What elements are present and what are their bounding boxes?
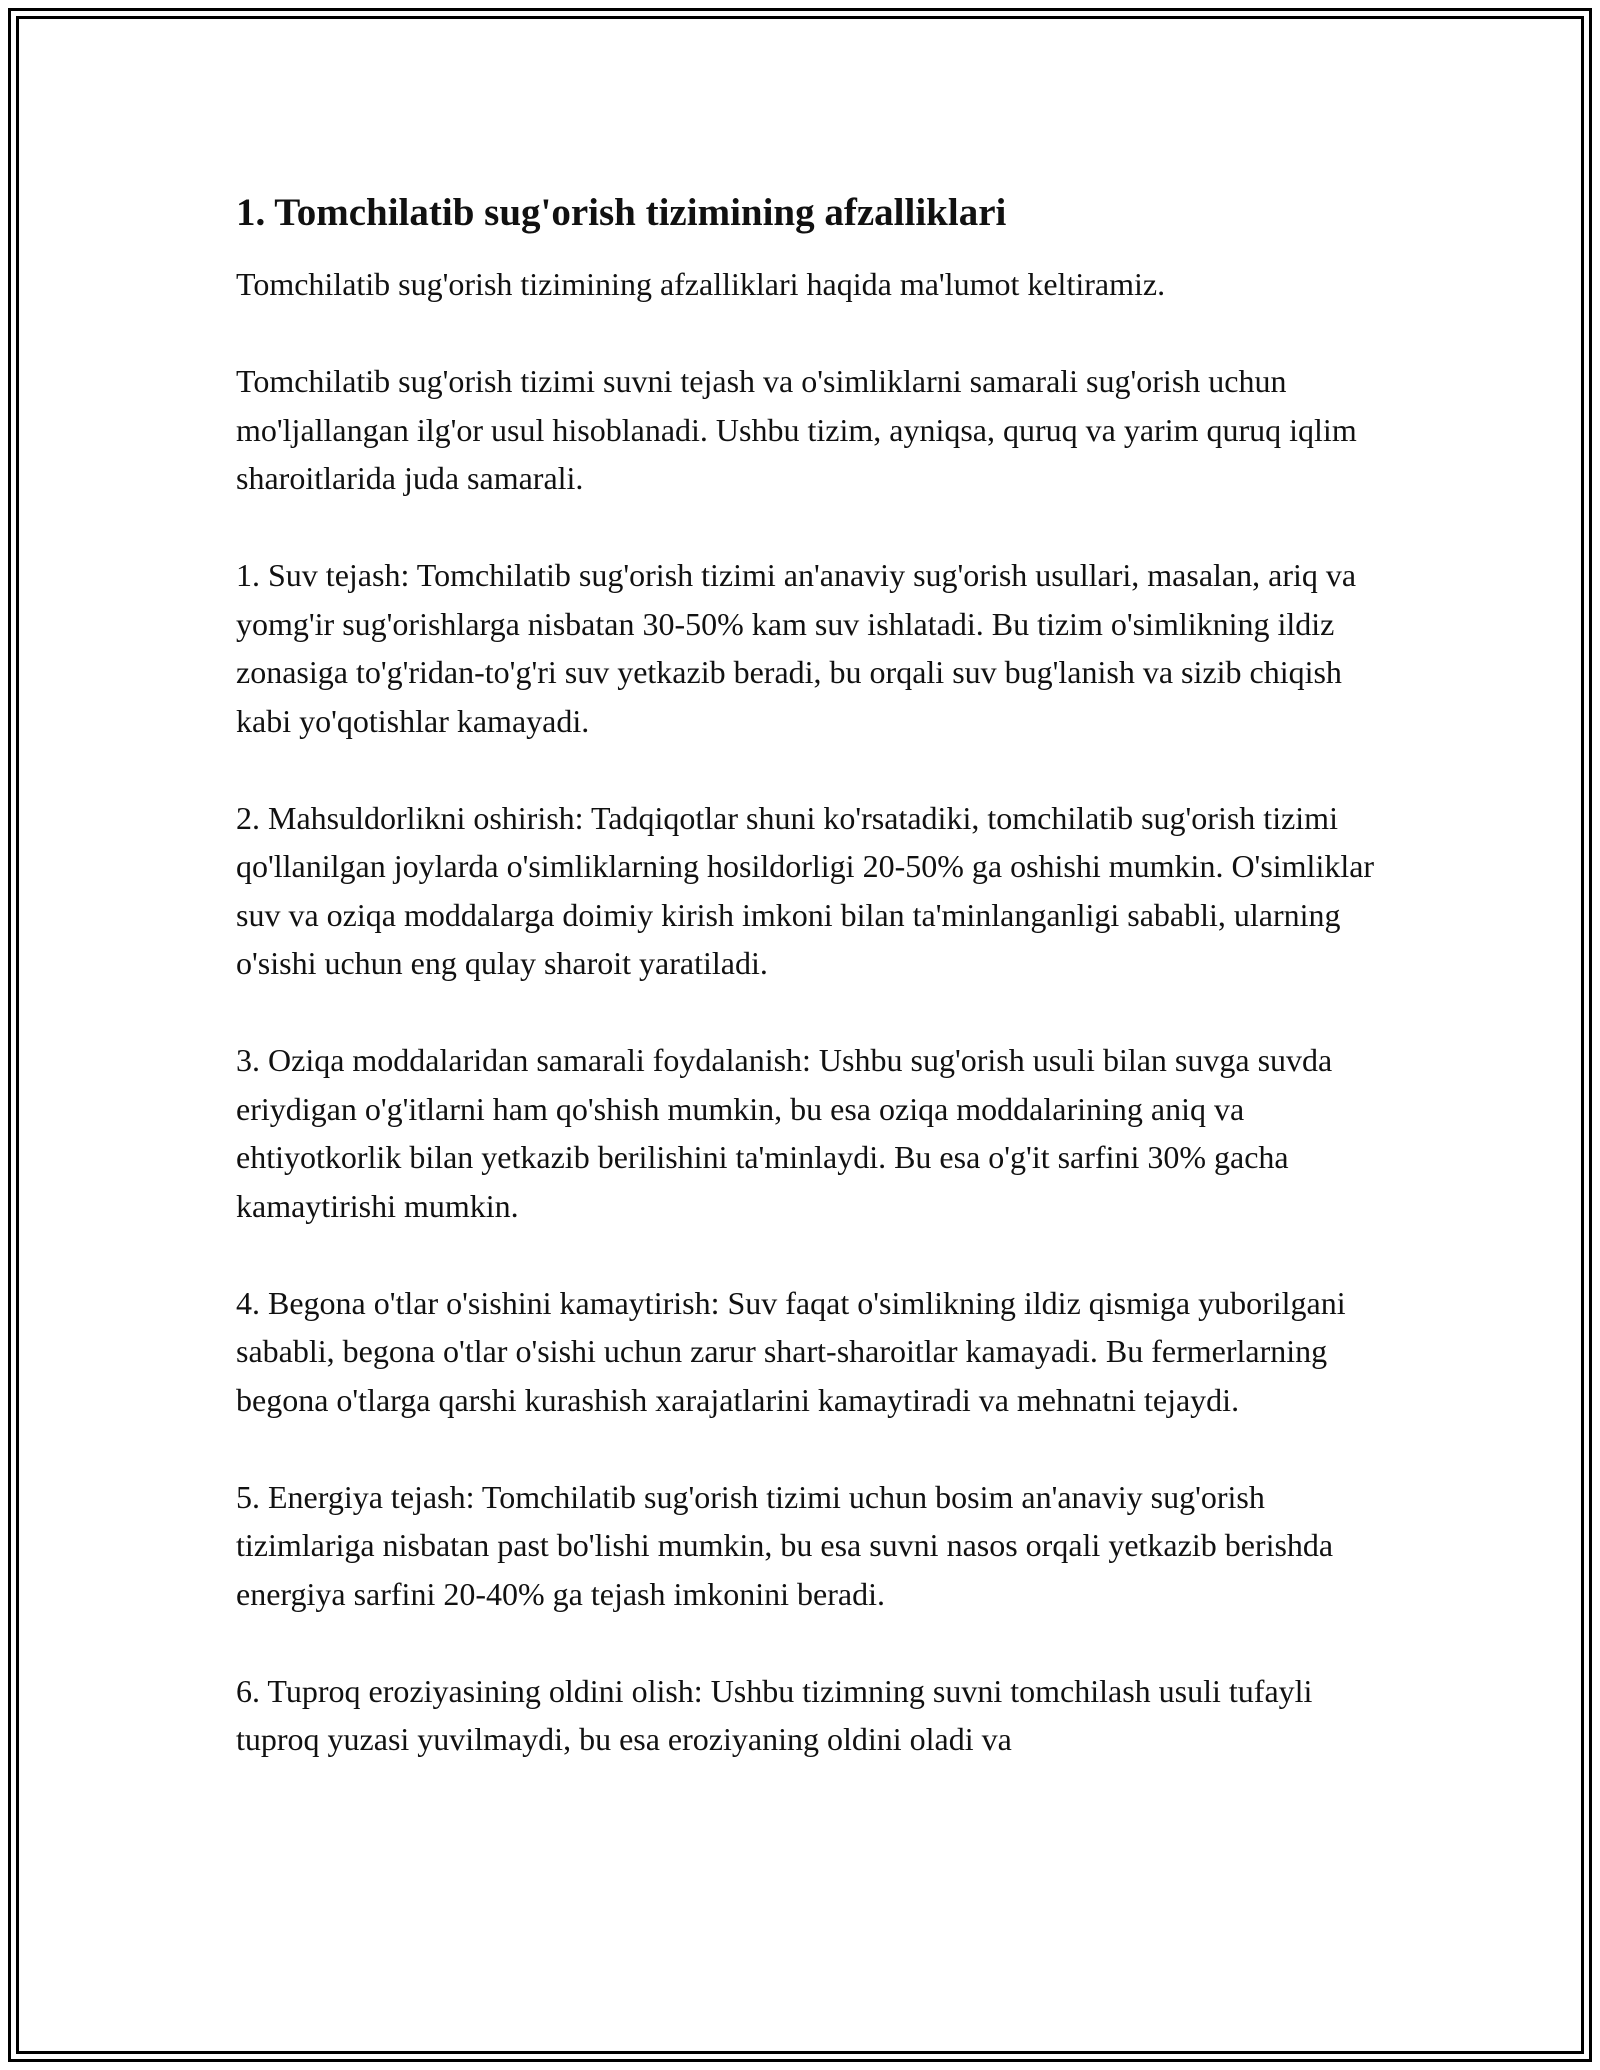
- point-erosion: 6. Tuproq eroziyasining oldini olish: Ushbu tizimning suvni tomchilash usuli tufayli tuproq yuzasi yuvilmaydi, bu esa eroziyaning oldini oladi va: [236, 1672, 1313, 1757]
- point-nutrients: 3. Oziqa moddalaridan samarali foydalanish: Ushbu sug'orish usuli bilan suvga suvda eriydigan o'g'itlarni ham qo'shish mumkin, bu esa oziqa moddalarining aniq va ehtiyotkorlik bilan yetkazib berilishini ta'minlaydi. Bu esa o'g'it sarfini 30% gacha kamaytirishi mumkin.: [236, 1042, 1333, 1224]
- point-energy: 5. Energiya tejash: Tomchilatib sug'orish tizimi uchun bosim an'anaviy sug'orish tizimlariga nisbatan past bo'lishi mumkin, bu esa suvni nasos orqali yetkazib berishda energiya sarfini 20-40% ga tejash imkonini beradi.: [236, 1478, 1334, 1612]
- document-title: 1. Tomchilatib sug'orish tizimining afzalliklari: [236, 191, 1007, 234]
- overview-paragraph: Tomchilatib sug'orish tizimi suvni tejash va o'simliklarni samarali sug'orish uchun mo'ljallangan ilg'or usul hisoblanadi. Ushbu tizim, ayniqsa, quruq va yarim quruq iqlim sharoitlarida juda samarali.: [236, 363, 1357, 496]
- intro-paragraph: Tomchilatib sug'orish tizimining afzalliklari haqida ma'lumot keltiramiz.: [236, 266, 1166, 302]
- point-weeds: 4. Begona o'tlar o'sishini kamaytirish: Suv faqat o'simlikning ildiz qismiga yuborilgani sababli, begona o'tlar o'sishi uchun zarur shart-sharoitlar kamayadi. Bu fermerlarning begona o'tlarga qarshi kurashish xarajatlarini kamaytiradi va mehnatni tejaydi.: [236, 1284, 1346, 1418]
- document-body: [236, 190, 1376, 1812]
- point-productivity: 2. Mahsuldorlikni oshirish: Tadqiqotlar shuni ko'rsatadiki, tomchilatib sug'orish tizimi qo'llanilgan joylarda o'simliklarning hosildorligi 20-50% ga oshishi mumkin. O'simliklar suv va oziqa moddalarga doimiy kirish imkoni bilan ta'minlanganligi sababli, ularning o'sishi uchun eng qulay sharoit yaratiladi.: [236, 799, 1375, 981]
- point-water-saving: 1. Suv tejash: Tomchilatib sug'orish tizimi an'anaviy sug'orish usullari, masalan, ariq va yomg'ir sug'orishlarga nisbatan 30-50% kam suv ishlatadi. Bu tizim o'simlikning ildiz zonasiga to'g'ridan-to'g'ri suv yetkazib beradi, bu orqali suv bug'lanish va sizib chiqish kabi yo'qotishlar kamayadi.: [236, 557, 1357, 739]
